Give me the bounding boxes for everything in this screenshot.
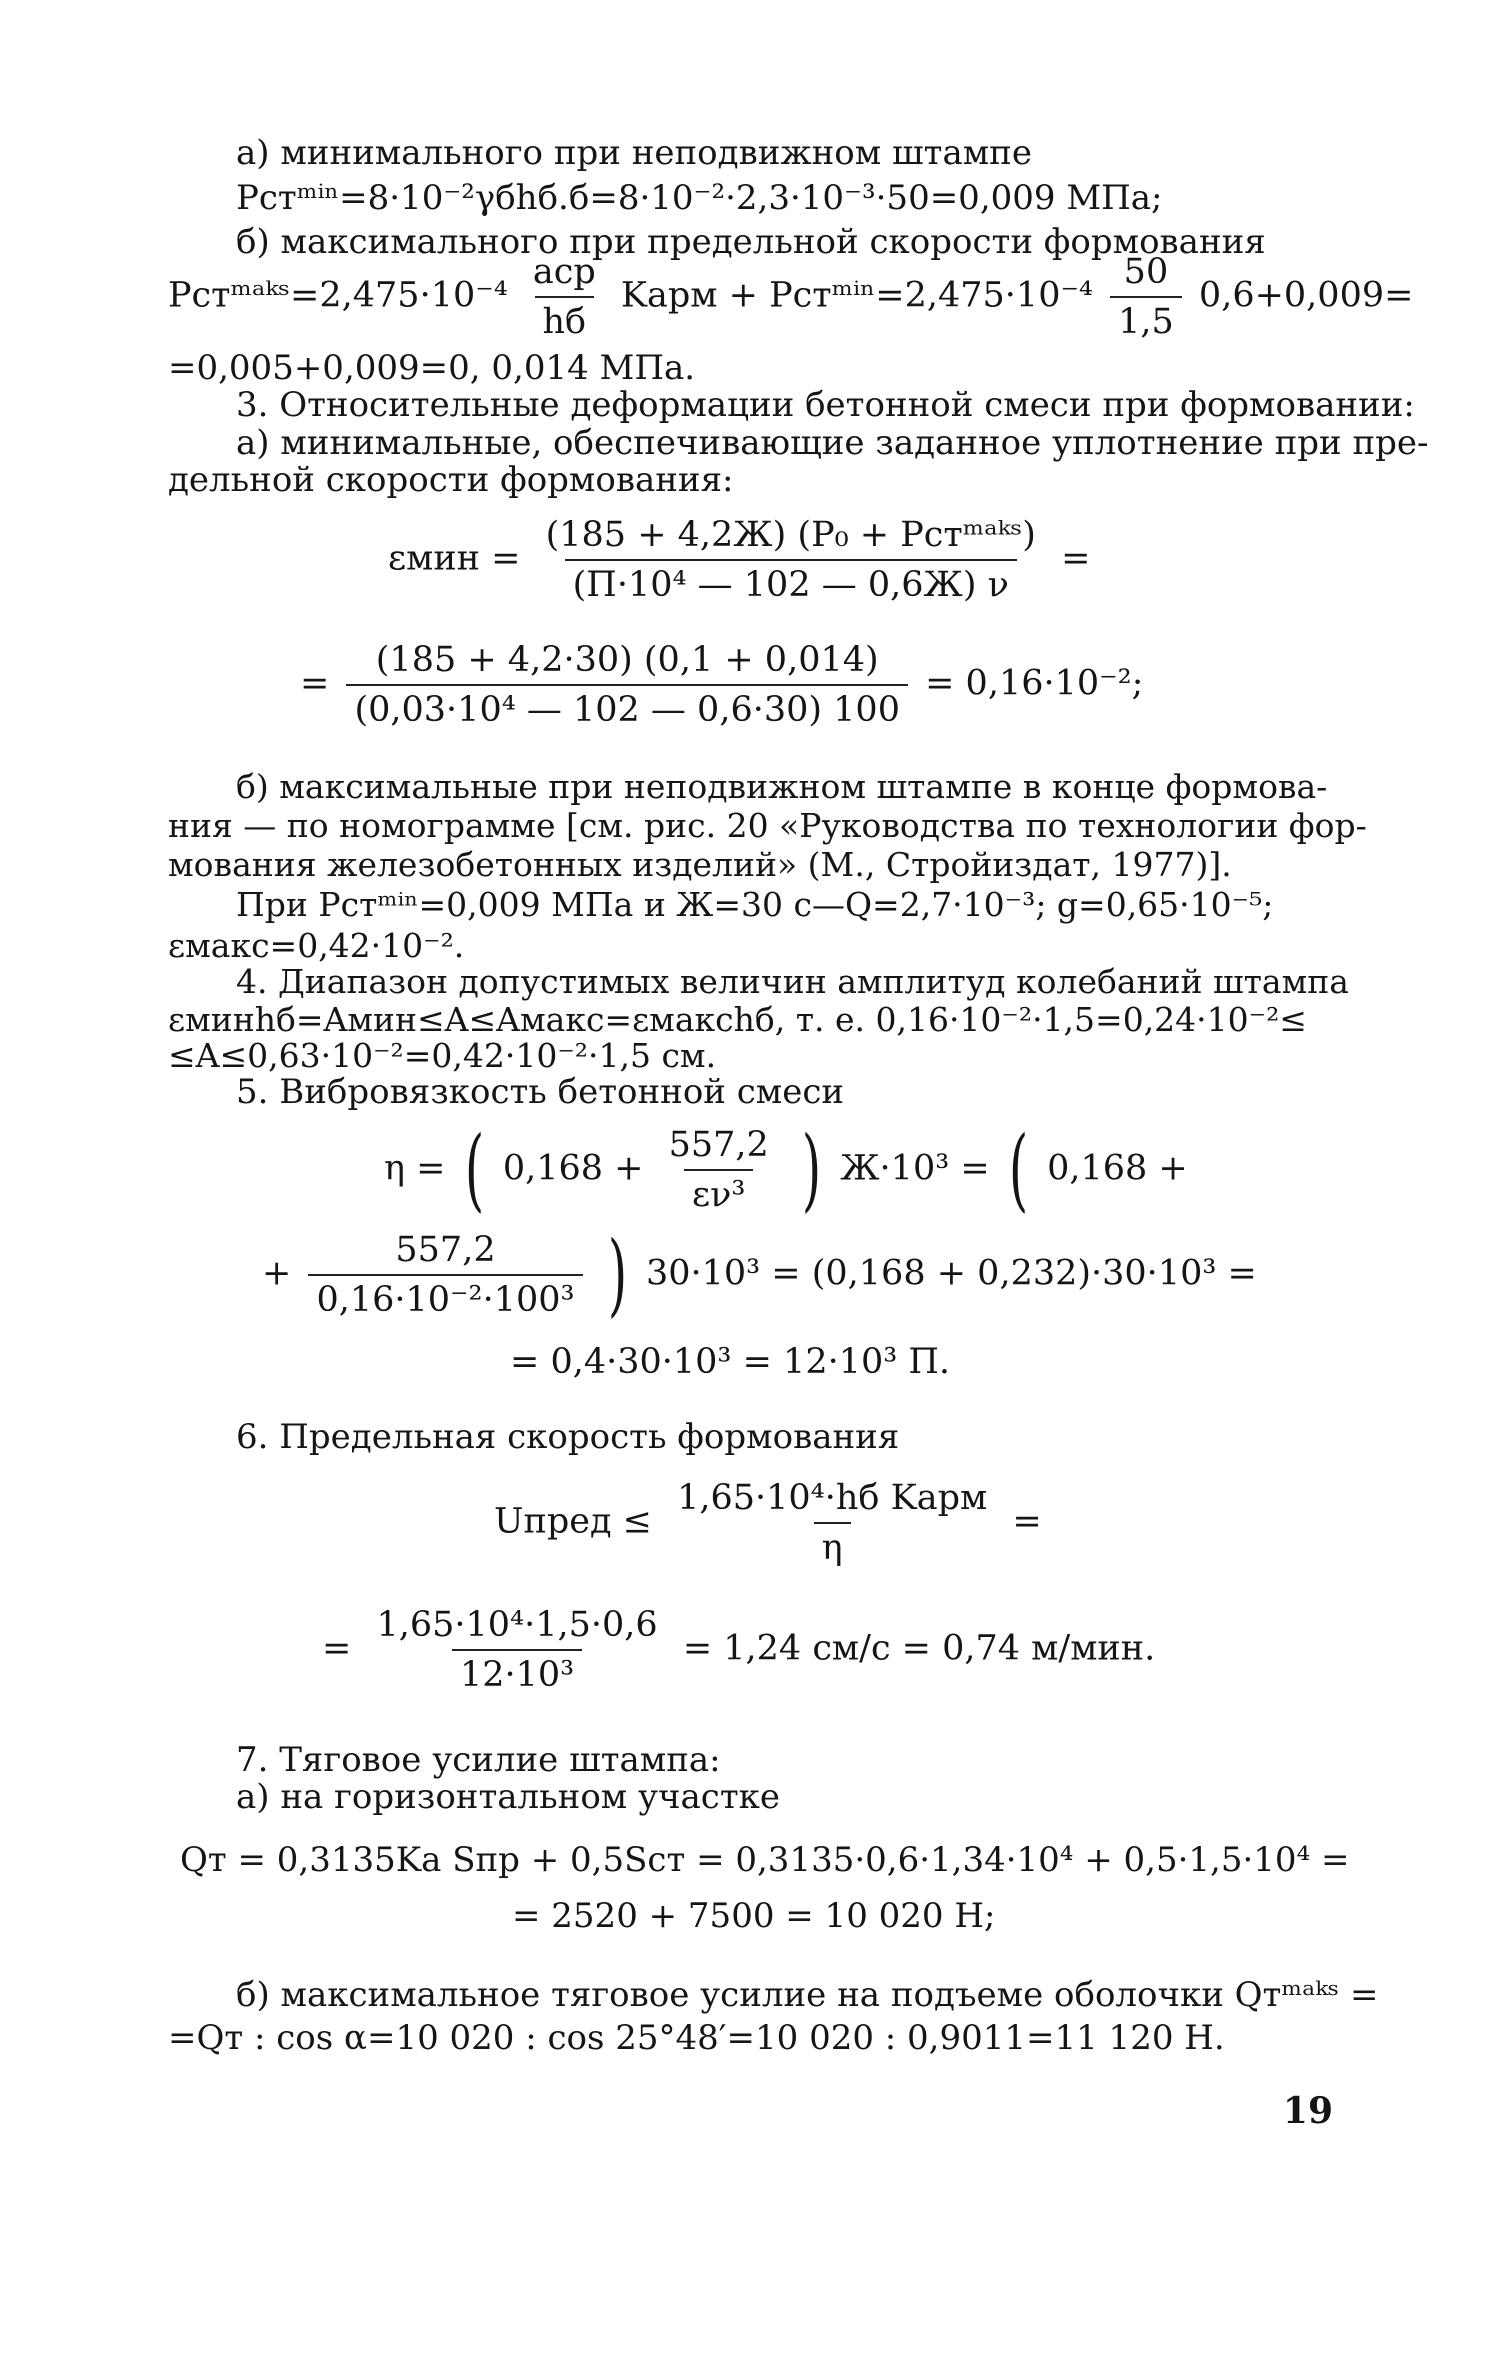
formula-part: = 1,24 см/с = 0,74 м/мин. <box>682 1628 1156 1669</box>
fraction <box>669 1478 995 1568</box>
paren-close: ) <box>607 1222 627 1327</box>
fraction-numerator: aср <box>532 252 596 292</box>
formula-part: 0,168 + <box>1047 1148 1188 1189</box>
formula-eps-min <box>388 515 1090 605</box>
formula-part: = <box>322 1628 352 1669</box>
paren-open: ( <box>464 1117 484 1222</box>
section-heading: 5. Вибровязкость бетонной смеси <box>236 1072 845 1112</box>
formula-part: = 0,16·10⁻²; <box>925 663 1144 704</box>
formula-part: Ж·10³ = <box>840 1148 990 1189</box>
fraction-numerator: (185 + 4,2·30) (0,1 + 0,014) <box>375 640 879 680</box>
text-line: ния — по номограмме [см. рис. 20 «Руководства по технологии фор- <box>168 806 1367 845</box>
fraction <box>661 1125 777 1215</box>
formula-part: η = <box>384 1148 446 1189</box>
fraction <box>368 1605 665 1695</box>
section-heading: 6. Предельная скорость формования <box>236 1417 900 1457</box>
formula-q-max: =Qт : cos α=10 020 : cos 25°48′=10 020 : 0,9011=11 120 Н. <box>168 2018 1225 2058</box>
formula-u-pred <box>494 1478 1042 1568</box>
fraction-denominator: hб <box>535 296 595 342</box>
formula-eta <box>384 1117 1188 1222</box>
formula-p-min: Pстᵐⁱⁿ=8·10⁻²γбhб.б=8·10⁻²·2,3·10⁻³·50=0,009 МПа; <box>236 178 1163 218</box>
text-line: а) минимального при неподвижном штампе <box>236 133 1032 173</box>
page-number: 19 <box>1282 2090 1333 2132</box>
fraction <box>1110 252 1182 342</box>
fraction-numerator: (185 + 4,2Ж) (P₀ + Pстᵐᵃᵏˢ) <box>545 515 1036 555</box>
section-heading: 4. Диапазон допустимых величин амплитуд колебаний штампа <box>236 962 1349 1001</box>
fraction-denominator: (0,03·10⁴ — 102 — 0,6·30) 100 <box>346 684 908 730</box>
formula-part: 0,6+0,009= <box>1198 275 1414 316</box>
paren-close: ) <box>801 1117 822 1222</box>
fraction-denominator: 0,16·10⁻²·100³ <box>308 1274 582 1320</box>
section-heading: 7. Тяговое усилие штампа: <box>236 1740 721 1780</box>
formula-eta-result: = 0,4·30·10³ = 12·10³ П. <box>510 1342 951 1382</box>
text-line: б) максимальные при неподвижном штампе в конце формова- <box>236 767 1328 806</box>
text-line: б) максимального при предельной скорости формования <box>236 222 1266 262</box>
text-line: εминhб=Aмин≤A≤Aмакс=εмаксhб, т. е. 0,16·10⁻²·1,5=0,24·10⁻²≤ <box>168 1000 1307 1039</box>
text-line: б) максимальное тяговое усилие на подъеме оболочки Qтᵐᵃᵏˢ = <box>236 1975 1379 2015</box>
formula-eps-min-numeric <box>300 640 1143 730</box>
formula-part: = <box>1012 1501 1042 1542</box>
formula-part: Pстᵐᵃᵏˢ=2,475·10⁻⁴ <box>168 275 508 316</box>
formula-eta-cont <box>262 1222 1257 1327</box>
formula-part: = <box>300 663 330 704</box>
fraction-numerator: 1,65·10⁴·1,5·0,6 <box>376 1605 658 1645</box>
fraction-denominator: 12·10³ <box>452 1649 582 1695</box>
formula-part: Kарм + Pстᵐⁱⁿ=2,475·10⁻⁴ <box>620 275 1093 316</box>
text-line: εмакс=0,42·10⁻². <box>168 926 465 965</box>
text-line: При Pстᵐⁱⁿ=0,009 МПа и Ж=30 с—Q=2,7·10⁻³; g=0,65·10⁻⁵; <box>236 885 1274 924</box>
formula-q-t-result: = 2520 + 7500 = 10 020 Н; <box>512 1896 996 1936</box>
paren-open: ( <box>1008 1117 1029 1222</box>
section-heading: 3. Относительные деформации бетонной смеси при формовании: <box>236 385 1415 425</box>
fraction-denominator: (П·10⁴ — 102 — 0,6Ж) ν <box>565 559 1017 605</box>
fraction <box>538 515 1044 605</box>
fraction-denominator: εν³ <box>684 1169 753 1215</box>
text-line: дельной скорости формования: <box>168 460 734 500</box>
fraction-numerator: 1,65·10⁴·hб Kарм <box>677 1478 988 1518</box>
formula-part: 0,168 + <box>502 1148 644 1189</box>
text-line: а) на горизонтальном участке <box>236 1777 781 1817</box>
formula-u-pred-numeric <box>322 1605 1155 1695</box>
formula-part: 30·10³ = (0,168 + 0,232)·30·10³ = <box>645 1253 1257 1294</box>
fraction <box>308 1230 582 1320</box>
fraction <box>346 640 908 730</box>
formula-p-max <box>168 252 1413 342</box>
fraction-numerator: 50 <box>1123 252 1169 292</box>
fraction-numerator: 557,2 <box>668 1125 769 1165</box>
fraction-denominator: η <box>814 1522 851 1568</box>
formula-part: εмин = <box>388 538 521 579</box>
formula-part: Uпред ≤ <box>494 1501 652 1542</box>
fraction-denominator: 1,5 <box>1110 296 1182 342</box>
formula-part: = <box>1061 538 1091 579</box>
formula-q-t: Qт = 0,3135Kа Sпр + 0,5Sст = 0,3135·0,6·1,34·10⁴ + 0,5·1,5·10⁴ = <box>180 1840 1350 1880</box>
fraction-numerator: 557,2 <box>395 1230 496 1270</box>
text-line: ≤A≤0,63·10⁻²=0,42·10⁻²·1,5 см. <box>168 1036 717 1075</box>
formula-part: + <box>262 1253 292 1294</box>
fraction <box>525 252 604 342</box>
formula-result: =0,005+0,009=0, 0,014 МПа. <box>168 348 696 388</box>
text-line: а) минимальные, обеспечивающие заданное уплотнение при пре- <box>236 423 1429 463</box>
text-line: мования железобетонных изделий» (М., Стройиздат, 1977)]. <box>168 845 1232 884</box>
